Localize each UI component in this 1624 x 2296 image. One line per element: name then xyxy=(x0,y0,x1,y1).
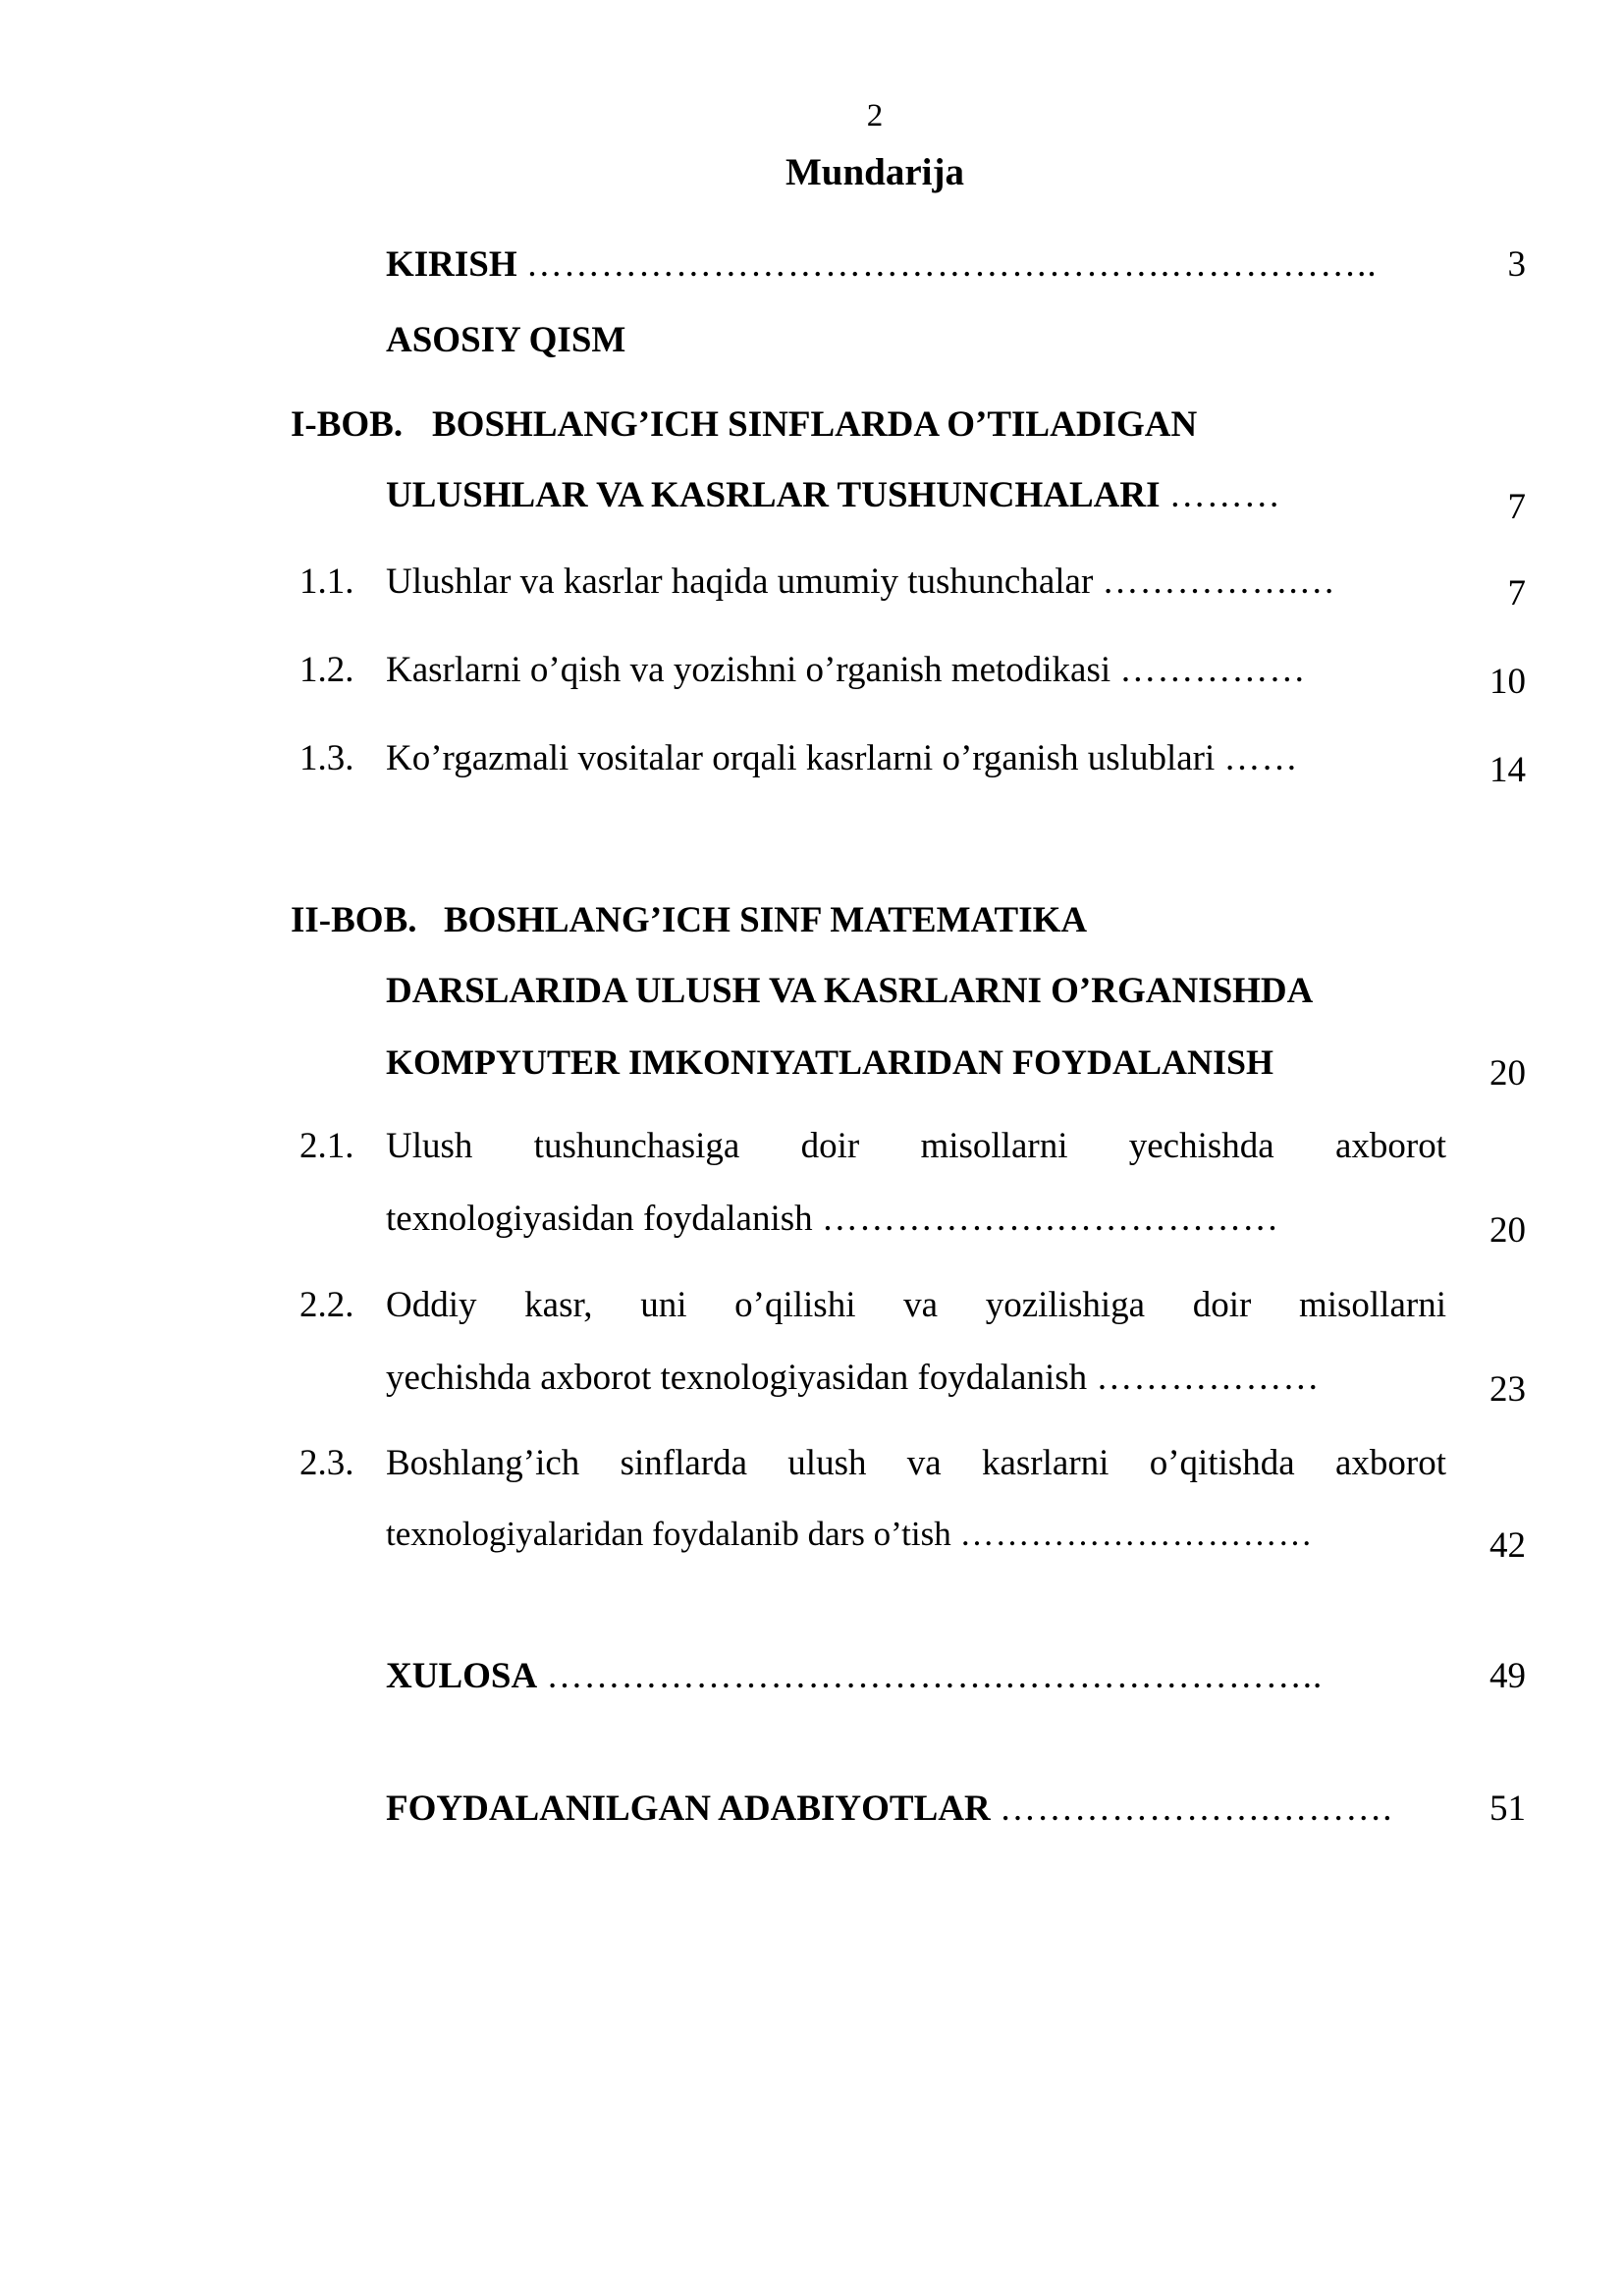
entry-label: ASOSIY QISM xyxy=(386,320,626,360)
entry-number: 2.3. xyxy=(299,1443,354,1483)
entry-page: 51 xyxy=(1489,1789,1526,1829)
entry-page: 7 xyxy=(1507,487,1526,527)
entry-page: 20 xyxy=(1489,1053,1526,1094)
entry-page: 14 xyxy=(1489,750,1526,790)
leader-dots: …………… xyxy=(1119,650,1307,690)
chapter-title-line3: KOMPYUTER IMKONIYATLARIDAN FOYDALANISH xyxy=(386,1042,1274,1082)
entry-label: FOYDALANILGAN ADABIYOTLAR xyxy=(386,1789,991,1829)
leader-dots: …………….… xyxy=(1102,561,1336,602)
entry-title: Kasrlarni o’qish va yozishni o’rganish metodikasi xyxy=(386,650,1111,690)
entry-number: 1.1. xyxy=(299,561,354,602)
entry-number: 1.3. xyxy=(299,738,354,778)
chapter-prefix: II-BOB. xyxy=(291,900,417,940)
entry-number: 2.2. xyxy=(299,1285,354,1325)
entry-page: 10 xyxy=(1489,662,1526,702)
entry-page: 49 xyxy=(1489,1656,1526,1696)
leader-dots: ……………….……………… xyxy=(821,1199,1280,1239)
leader-dots: ……… xyxy=(1168,475,1281,515)
entry-label: XULOSA xyxy=(386,1656,538,1696)
entry-page: 20 xyxy=(1489,1210,1526,1251)
entry-page: 3 xyxy=(1507,244,1526,285)
leader-dots: …………………………………………….…………….. xyxy=(525,244,1378,285)
leader-dots: ……………… xyxy=(1096,1358,1321,1398)
entry-label: KIRISH xyxy=(386,244,517,285)
entry-title-line2: texnologiyalaridan foydalanib dars o’tish xyxy=(386,1515,951,1553)
page-number: 2 xyxy=(866,98,884,133)
entry-page: 23 xyxy=(1489,1369,1526,1410)
entry-title-line1: Oddiy kasr, uni o’qilishi va yozilishiga doir misollarni xyxy=(386,1285,1446,1325)
leader-dots: ………………………… xyxy=(959,1515,1314,1553)
entry-number: 1.2. xyxy=(299,650,354,690)
toc-title: Mundarija xyxy=(785,151,964,193)
chapter-title-line2: ULUSHLAR VA KASRLAR TUSHUNCHALARI xyxy=(386,475,1161,515)
entry-page: 7 xyxy=(1507,573,1526,614)
entry-title: Ulushlar va kasrlar haqida umumiy tushunchalar xyxy=(386,561,1094,602)
chapter-title-line1: BOSHLANG’ICH SINF MATEMATIKA xyxy=(444,900,1088,940)
entry-title-line1: Boshlang’ich sinflarda ulush va kasrlarni o’qitishda axborot xyxy=(386,1443,1446,1483)
leader-dots: …… xyxy=(1223,738,1299,778)
leader-dots: ………………….………. xyxy=(999,1789,1393,1829)
leader-dots: ……………………………….…………………….. xyxy=(546,1656,1324,1696)
entry-number: 2.1. xyxy=(299,1126,354,1166)
entry-title-line2: yechishda axborot texnologiyasidan foydalanish xyxy=(386,1358,1088,1398)
entry-page: 42 xyxy=(1489,1525,1526,1566)
chapter-title-line1: BOSHLANG’ICH SINFLARDA O’TILADIGAN xyxy=(432,404,1198,445)
entry-title-line1: Ulush tushunchasiga doir misollarni yechishda axborot xyxy=(386,1126,1446,1166)
entry-title-line2: texnologiyasidan foydalanish xyxy=(386,1199,813,1239)
chapter-title-line2: DARSLARIDA ULUSH VA KASRLARNI O’RGANISHDA xyxy=(386,971,1314,1011)
entry-title: Ko’rgazmali vositalar orqali kasrlarni o’rganish uslublari xyxy=(386,738,1216,778)
chapter-prefix: I-BOB. xyxy=(291,404,404,445)
